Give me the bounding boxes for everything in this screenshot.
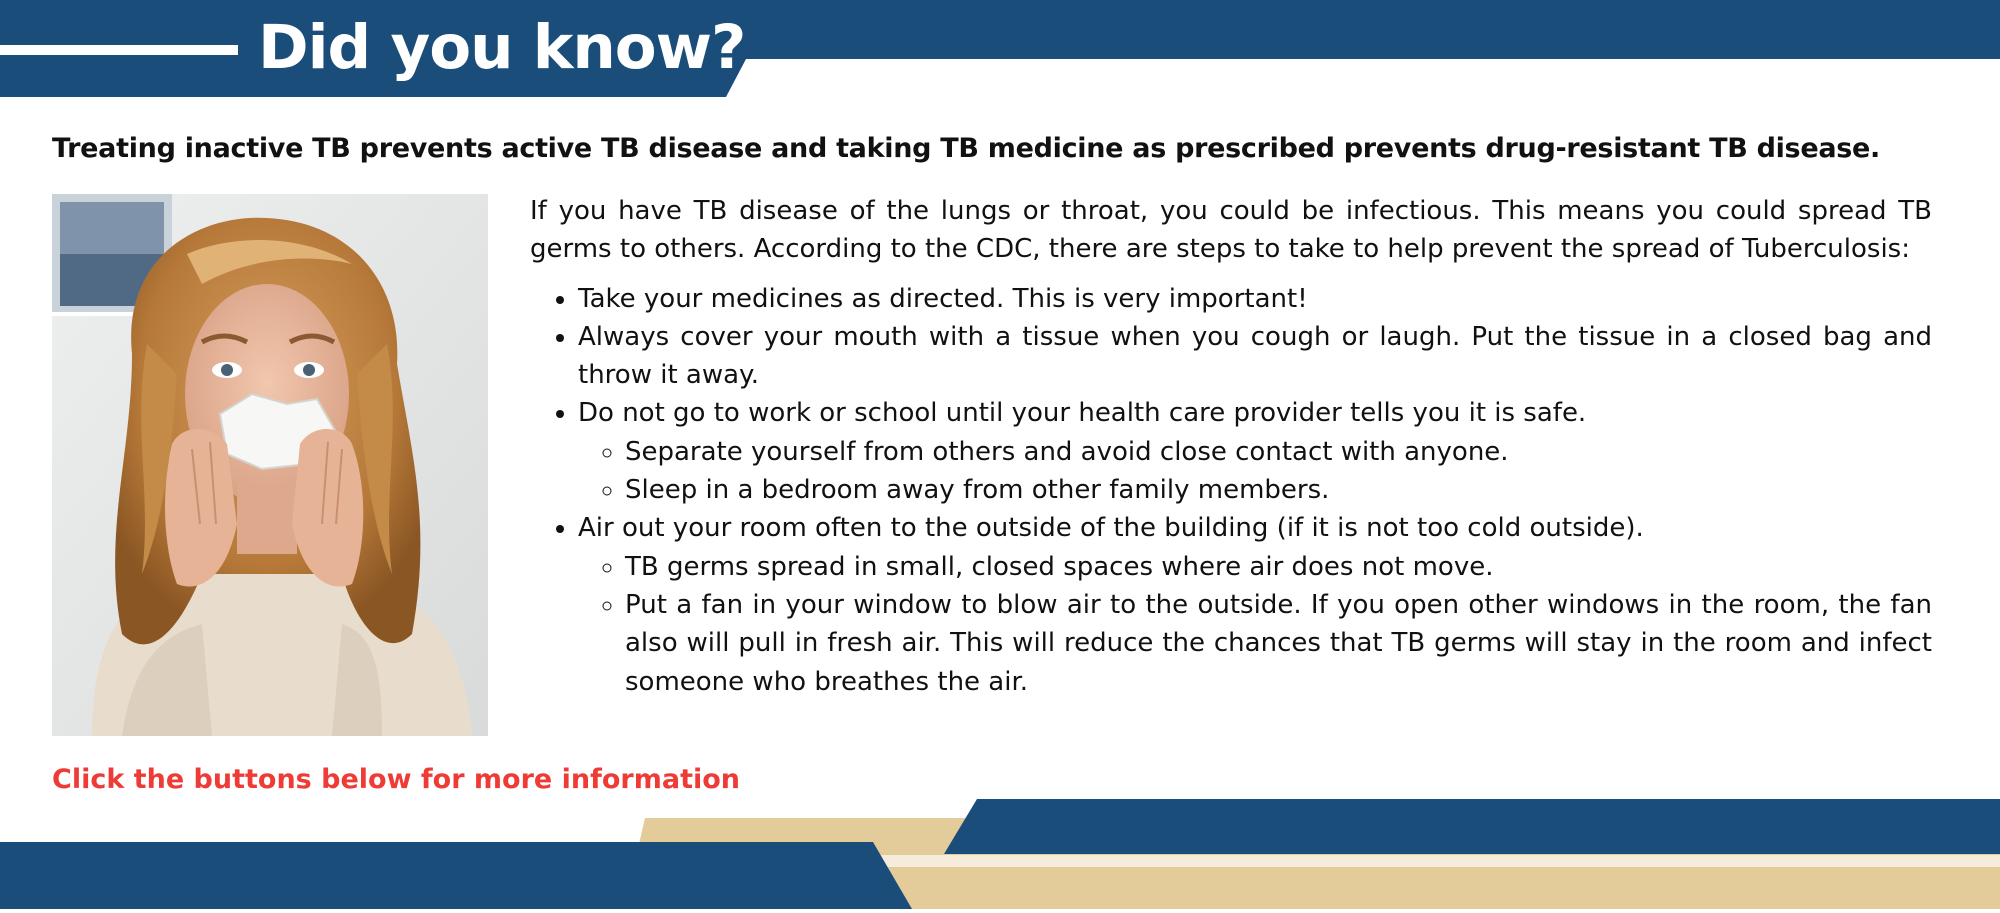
sub-list — [578, 548, 1932, 701]
sub-list-item: ◦ Separate yourself from others and avoid close contact with anyone. — [625, 433, 1932, 471]
list-item — [578, 280, 1932, 318]
list-item — [578, 509, 1932, 700]
footer-stripes — [0, 790, 2000, 909]
sub-list-item: ◦ Sleep in a bedroom away from other family members. — [625, 471, 1932, 509]
list-item-text: Take your medicines as directed. This is very important! — [578, 283, 1308, 314]
list-item — [578, 318, 1932, 395]
key-fact-heading: Treating inactive TB prevents active TB disease and taking TB medicine as prescribed prevents drug-resistant TB disease. — [52, 133, 1881, 164]
more-info-prompt: Click the buttons below for more information — [52, 764, 741, 795]
list-item-text: Do not go to work or school until your health care provider tells you it is safe. — [578, 398, 1587, 429]
list-item — [578, 394, 1932, 509]
sub-list — [578, 433, 1932, 510]
sub-list-item: ◦ Put a fan in your window to blow air to the outside. If you open other windows in the room, the fan also will pull in fresh air. This will reduce the chances that TB germs will stay in the room and infect someone who breathes the air. — [625, 586, 1932, 701]
woman-sneezing-photo — [52, 194, 488, 736]
header-accent-line — [0, 45, 238, 55]
sub-list-item: ◦ TB germs spread in small, closed spaces where air does not move. — [625, 548, 1932, 586]
page-title: Did you know? — [258, 12, 746, 83]
prevention-content — [530, 192, 1932, 701]
list-item-text: Always cover your mouth with a tissue when you cough or laugh. Put the tissue in a closed bag and throw it away. — [578, 321, 1932, 391]
prevention-steps-list — [530, 280, 1932, 701]
footer-decoration — [0, 790, 2000, 909]
intro-paragraph: If you have TB disease of the lungs or throat, you could be infectious. This means you could spread TB germs to others. According to the CDC, there are steps to take to help prevent the spread of Tuberculosis: — [530, 196, 1932, 265]
photo-illustration — [52, 194, 488, 736]
list-item-text: Air out your room often to the outside of the building (if it is not too cold outside). — [578, 513, 1644, 544]
